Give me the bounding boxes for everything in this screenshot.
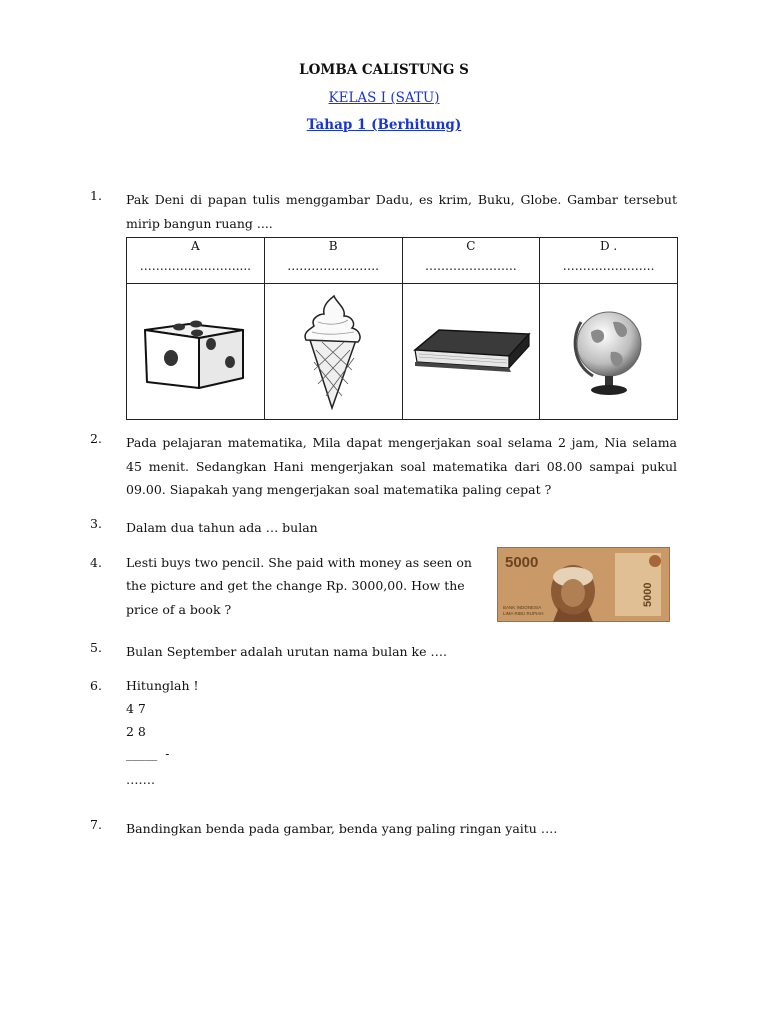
- question-number-6: 6.: [90, 678, 102, 693]
- question-text-7: Bandingkan benda pada gambar, benda yang paling ringan yaitu ….: [126, 821, 558, 836]
- operand-2: 2 8: [126, 724, 146, 739]
- answer-blank: …….: [126, 772, 155, 787]
- class-subtitle[interactable]: KELAS I (SATU): [328, 90, 440, 106]
- question-text-5: Bulan September adalah urutan nama bulan ke ….: [126, 644, 447, 659]
- option-label: B: [328, 239, 338, 253]
- ice-cream-icon: [298, 292, 368, 412]
- option-blank: …………………..: [287, 259, 379, 273]
- option-label: C: [466, 239, 476, 253]
- operand-1: 4 7: [126, 701, 146, 716]
- question-text-4-line-1: Lesti buys two pencil. She paid with money as seen on: [126, 555, 472, 570]
- option-c-image-cell: [402, 284, 540, 420]
- option-a-image-cell: [127, 284, 265, 420]
- banknote-value: 5000: [505, 554, 539, 571]
- option-label: D .: [600, 239, 618, 253]
- option-blank: …………………..: [425, 259, 517, 273]
- globe-icon: [569, 302, 649, 402]
- dice-icon: [139, 312, 251, 392]
- option-blank: …………………..: [562, 259, 655, 273]
- stage-subtitle[interactable]: Tahap 1 (Berhitung): [306, 117, 462, 133]
- question-text-4-line-2: the picture and get the change Rp. 3000,00. How the: [126, 578, 465, 593]
- book-icon: [409, 322, 533, 382]
- banknote-words: LIMA RIBU RUPIAH: [503, 611, 544, 616]
- question-text-1: Pak Deni di papan tulis menggambar Dadu, es krim, Buku, Globe. Gambar tersebut mirip bangun ruang ....: [126, 192, 677, 231]
- option-b-image-cell: [264, 284, 402, 420]
- question-number-3: 3.: [90, 516, 102, 531]
- question-text-3: Dalam dua tahun ada … bulan: [126, 520, 318, 535]
- question-text-2: Pada pelajaran matematika, Mila dapat mengerjakan soal selama 2 jam, Nia selama 45 menit. Sedangkan Hani mengerjakan soal matematika dari 08.00 sampai pukul 09.00. Siapakah yang mengerjakan soal matematika paling cepat ?: [126, 435, 677, 497]
- option-a-header: [127, 238, 265, 284]
- option-d-image-cell: [540, 284, 678, 420]
- option-c-header: [402, 238, 540, 284]
- banknote-value-vertical: 5000: [642, 582, 654, 607]
- question-number-2: 2.: [90, 431, 102, 446]
- option-d-header: [540, 238, 678, 284]
- subtraction-line: _____ -: [126, 746, 170, 761]
- option-blank: ……………………....: [139, 259, 251, 273]
- question-number-5: 5.: [90, 640, 102, 655]
- options-table: [126, 237, 678, 420]
- question-number-1: 1.: [90, 188, 102, 203]
- page-title: LOMBA CALISTUNG S: [299, 62, 469, 78]
- question-number-7: 7.: [90, 817, 102, 832]
- banknote-image: [497, 547, 670, 622]
- option-label: A: [191, 239, 200, 253]
- question-number-4: 4.: [90, 555, 102, 570]
- question-text-6: Hitunglah !: [126, 678, 199, 693]
- option-b-header: [264, 238, 402, 284]
- banknote-bank-text: BANK INDONESIA: [503, 605, 542, 610]
- question-text-4-line-3: price of a book ?: [126, 602, 232, 617]
